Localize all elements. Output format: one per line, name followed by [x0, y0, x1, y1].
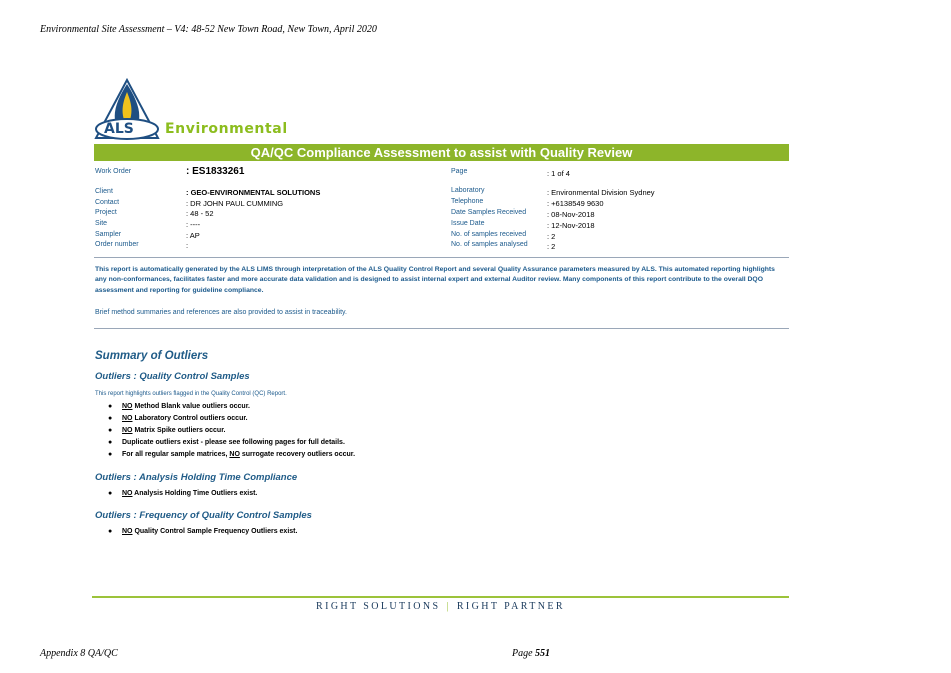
- field-value-work-order: : ES1833261: [186, 166, 245, 177]
- list-item: ● Duplicate outliers exist - please see following pages for full details.: [108, 437, 355, 449]
- list-item: ● NO Matrix Spike outliers occur.: [108, 425, 355, 437]
- field-value-client: : GEO-ENVIRONMENTAL SOLUTIONS: [186, 188, 321, 197]
- slogan: RIGHT SOLUTIONS | RIGHT PARTNER: [316, 601, 565, 612]
- list-item: ● NO Analysis Holding Time Outliers exist.: [108, 488, 257, 500]
- list-item: ● NO Method Blank value outliers occur.: [108, 401, 355, 413]
- holding-outlier-list: [108, 488, 257, 500]
- field-label-order-number: Order number: [95, 241, 139, 248]
- list-item: ● For all regular sample matrices, NO surrogate recovery outliers occur.: [108, 449, 355, 461]
- brief-note: Brief method summaries and references are also provided to assist in traceability.: [95, 309, 347, 316]
- field-value-site: : ----: [186, 220, 201, 229]
- section-title-qc: Outliers : Quality Control Samples: [95, 371, 250, 382]
- section-title-holding: Outliers : Analysis Holding Time Compliance: [95, 472, 298, 483]
- page-header-text: Environmental Site Assessment – V4: 48-52 New Town Road, New Town, April 2020: [40, 24, 377, 35]
- section-title-frequency: Outliers : Frequency of Quality Control Samples: [95, 510, 312, 521]
- section-note-qc: This report highlights outliers flagged in the Quality Control (QC) Report.: [95, 391, 287, 397]
- field-value-samples-received: : 2: [547, 232, 556, 241]
- field-value-date-received: : 08-Nov-2018: [547, 210, 595, 219]
- divider-top: [94, 257, 789, 258]
- field-label-work-order: Work Order: [95, 168, 132, 175]
- field-label-site: Site: [95, 220, 108, 227]
- field-value-sampler: : AP: [186, 231, 200, 240]
- field-value-samples-analysed: : 2: [547, 242, 556, 251]
- field-value-telephone: : +6138549 9630: [547, 199, 604, 208]
- field-label-telephone: Telephone: [451, 198, 484, 205]
- field-label-sampler: Sampler: [95, 231, 122, 238]
- divider-bottom: [94, 328, 789, 329]
- field-label-issue-date: Issue Date: [451, 220, 485, 227]
- field-value-project: : 48 - 52: [186, 209, 214, 218]
- logo-mark: ALS: [104, 121, 134, 137]
- logo-wordmark: Environmental: [165, 121, 288, 137]
- field-label-date-received: Date Samples Received: [451, 209, 527, 216]
- report-banner: QA/QC Compliance Assessment to assist with Quality Review: [94, 144, 789, 161]
- summary-title: Summary of Outliers: [95, 350, 209, 362]
- footer-page-number: Page 551: [512, 648, 551, 659]
- frequency-outlier-list: [108, 526, 297, 538]
- intro-paragraph: This report is automatically generated by the ALS LIMS through interpretation of the ALS Quality Control Report and several Quality Assurance parameters measured by ALS. This automated reporting highlights any non-conformances, facilitates faster and more accurate data validation and is designed to assist internal expert and external Auditor review. Many components of this report contribute to the overall DQO assessment and reporting for guideline compliance.: [95, 266, 775, 294]
- field-label-contact: Contact: [95, 199, 120, 206]
- footer-appendix: Appendix 8 QA/QC: [40, 648, 118, 659]
- list-item: ● NO Quality Control Sample Frequency Outliers exist.: [108, 526, 297, 538]
- field-value-contact: : DR JOHN PAUL CUMMING: [186, 199, 284, 208]
- field-label-samples-received: No. of samples received: [451, 231, 527, 238]
- field-label-project: Project: [95, 209, 117, 216]
- qc-outlier-list: [108, 401, 355, 461]
- field-value-issue-date: : 12-Nov-2018: [547, 221, 595, 230]
- field-value-page: : 1 of 4: [547, 169, 570, 178]
- field-label-laboratory: Laboratory: [451, 187, 485, 194]
- footer-rule: [92, 596, 789, 598]
- field-label-samples-analysed: No. of samples analysed: [451, 241, 528, 248]
- list-item: ● NO Laboratory Control outliers occur.: [108, 413, 355, 425]
- field-label-page: Page: [451, 168, 468, 175]
- field-value-laboratory: : Environmental Division Sydney: [547, 188, 655, 197]
- field-value-order-number: :: [186, 241, 189, 250]
- field-label-client: Client: [95, 188, 113, 195]
